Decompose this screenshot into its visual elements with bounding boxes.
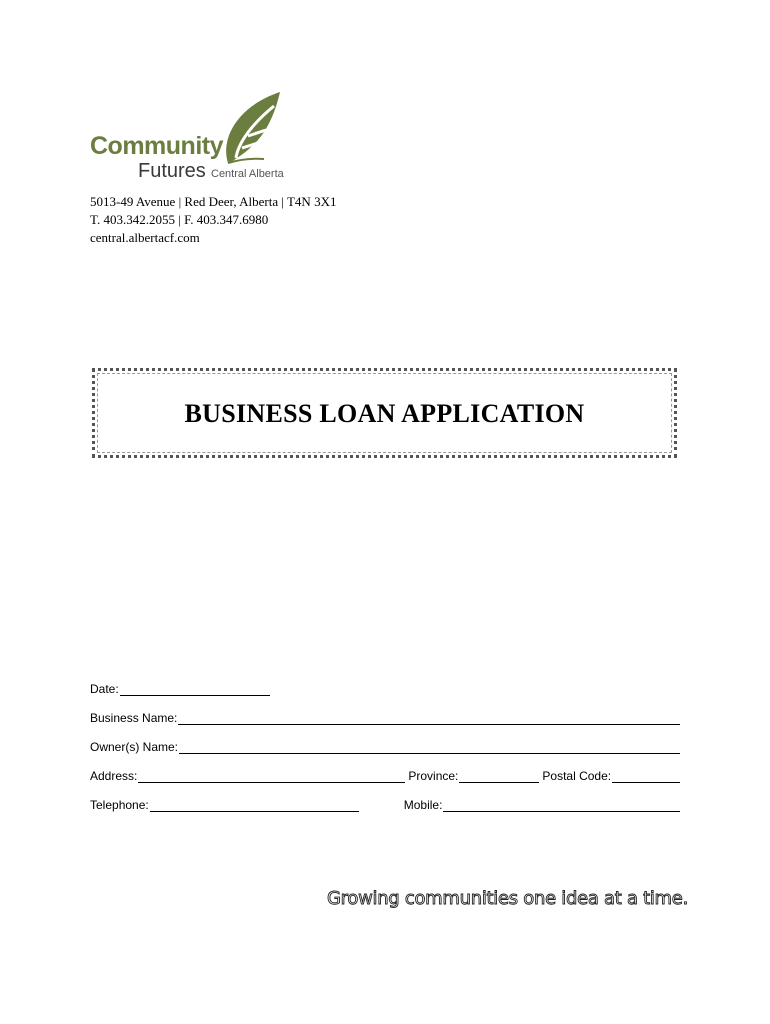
date-label: Date: <box>90 682 119 696</box>
telephone-label: Telephone: <box>90 798 149 812</box>
postal-code-label: Postal Code: <box>542 769 612 783</box>
business-name-field[interactable] <box>178 711 680 725</box>
contact-phone: T. 403.342.2055 | F. 403.347.6980 <box>90 212 269 227</box>
owners-name-label: Owner(s) Name: <box>90 740 179 754</box>
logo-community-text: Community <box>90 132 223 160</box>
address-label: Address: <box>90 769 138 783</box>
mobile-label: Mobile: <box>403 798 443 812</box>
contact-block <box>90 193 336 247</box>
province-label: Province: <box>408 769 459 783</box>
title-frame <box>92 368 677 458</box>
telephone-field[interactable] <box>150 798 359 812</box>
owners-name-field[interactable] <box>179 740 680 754</box>
logo-region-text: Central Alberta <box>211 168 284 180</box>
applicant-form <box>90 676 680 821</box>
mobile-field[interactable] <box>443 798 680 812</box>
telephone-row <box>90 792 680 812</box>
address-row <box>90 763 680 783</box>
contact-address: 5013-49 Avenue | Red Deer, Alberta | T4N 3X1 <box>90 194 337 209</box>
tagline: Growing communities one idea at a time. <box>327 888 688 909</box>
date-field[interactable] <box>120 682 270 696</box>
community-futures-logo <box>88 88 318 188</box>
address-field[interactable] <box>138 769 405 783</box>
business-name-row <box>90 705 680 725</box>
contact-website: central.albertacf.com <box>90 230 200 245</box>
date-row <box>90 676 680 696</box>
postal-code-field[interactable] <box>612 769 680 783</box>
logo-futures-text: Futures <box>138 160 206 182</box>
document-title: BUSINESS LOAN APPLICATION <box>184 399 585 428</box>
business-name-label: Business Name: <box>90 711 178 725</box>
owners-name-row <box>90 734 680 754</box>
province-field[interactable] <box>459 769 539 783</box>
